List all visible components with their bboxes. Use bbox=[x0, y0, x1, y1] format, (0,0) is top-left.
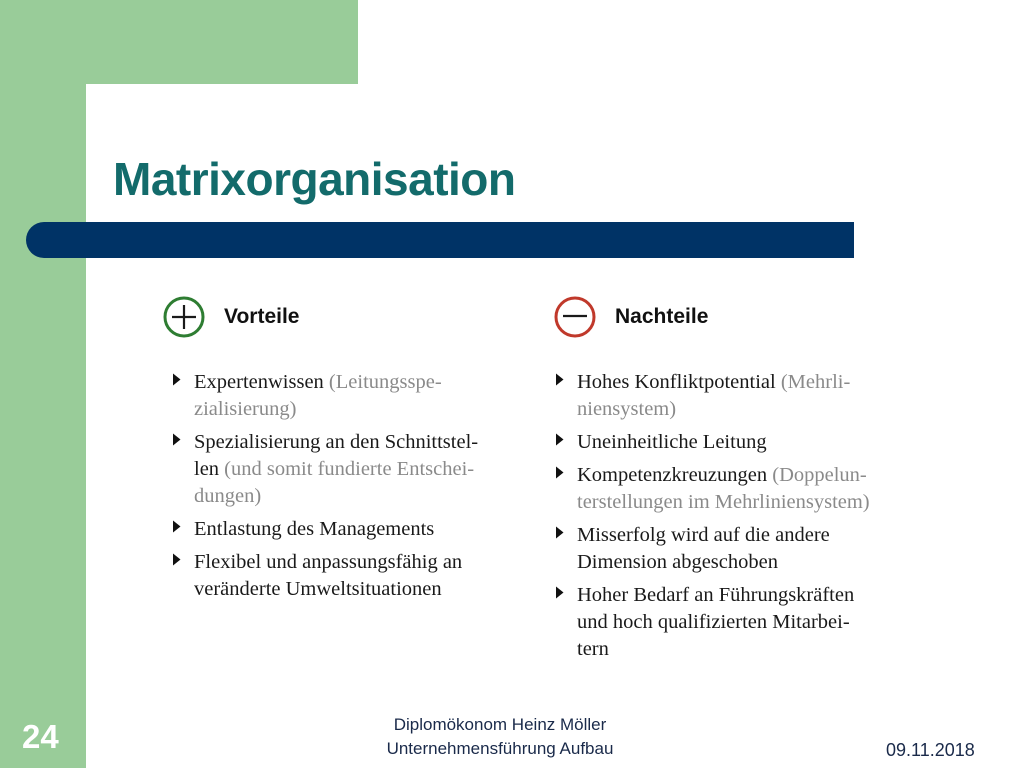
item-main-text: Misserfolg wird auf die andere Dimension abgeschoben bbox=[577, 524, 830, 573]
disadvantages-list bbox=[555, 369, 935, 669]
list-item-text bbox=[577, 429, 767, 456]
disadvantages-heading: Nachteile bbox=[615, 305, 709, 328]
triangle-bullet-icon bbox=[172, 429, 194, 510]
list-item bbox=[555, 582, 935, 663]
triangle-bullet-icon bbox=[555, 582, 577, 663]
list-item bbox=[555, 522, 935, 576]
list-item bbox=[172, 549, 542, 603]
item-main-text: Hoher Bedarf an Führungskräften und hoch qualifizierten Mitarbei- tern bbox=[577, 584, 855, 660]
triangle-bullet-icon bbox=[555, 522, 577, 576]
triangle-bullet-icon bbox=[555, 429, 577, 456]
list-item-text bbox=[577, 462, 870, 516]
item-main-text: Uneinheitliche Leitung bbox=[577, 431, 767, 453]
item-note-text: (Mehrli- niensystem) bbox=[577, 371, 851, 420]
plus-circle-icon bbox=[162, 295, 206, 339]
list-item bbox=[172, 516, 542, 543]
footer-author bbox=[340, 713, 660, 761]
triangle-bullet-icon bbox=[555, 462, 577, 516]
advantages-list bbox=[172, 369, 542, 609]
item-main-text: Kompetenzkreuzungen bbox=[577, 464, 768, 486]
triangle-bullet-icon bbox=[172, 549, 194, 603]
list-item-text bbox=[194, 369, 442, 423]
list-item-text bbox=[194, 549, 462, 603]
list-item-text bbox=[577, 582, 854, 663]
advantages-heading: Vorteile bbox=[224, 305, 300, 328]
page-number: 24 bbox=[22, 718, 59, 755]
triangle-bullet-icon bbox=[172, 369, 194, 423]
slide-title: Matrixorganisation bbox=[113, 153, 516, 205]
top-green-band bbox=[0, 0, 358, 84]
disadvantages-header bbox=[553, 295, 708, 339]
list-item bbox=[555, 429, 935, 456]
item-main-text: Spezialisierung an den Schnittstel- len bbox=[194, 431, 479, 480]
item-note-text: (und somit fundierte Entschei- dungen) bbox=[194, 458, 475, 507]
sidebar-green-band bbox=[0, 0, 86, 768]
list-item bbox=[555, 369, 935, 423]
list-item-text bbox=[577, 369, 850, 423]
item-main-text: Flexibel und anpassungsfähig an veränderte Umweltsituationen bbox=[194, 551, 463, 600]
footer-course-title: Unternehmensführung Aufbau bbox=[386, 739, 614, 758]
list-item bbox=[172, 369, 542, 423]
list-item-text bbox=[194, 516, 434, 543]
title-underline-bar bbox=[26, 222, 854, 258]
triangle-bullet-icon bbox=[555, 369, 577, 423]
item-main-text: Expertenwissen bbox=[194, 371, 324, 393]
item-note-text: (Doppelun- terstellungen im Mehrliniensystem) bbox=[577, 464, 870, 513]
advantages-header bbox=[162, 295, 299, 339]
list-item-text bbox=[194, 429, 478, 510]
slide-date: 09.11.2018 bbox=[886, 740, 975, 760]
minus-circle-icon bbox=[553, 295, 597, 339]
triangle-bullet-icon bbox=[172, 516, 194, 543]
list-item bbox=[172, 429, 542, 510]
item-note-text: (Leitungsspe- zialisierung) bbox=[194, 371, 442, 420]
list-item-text bbox=[577, 522, 830, 576]
item-main-text: Hohes Konfliktpotential bbox=[577, 371, 776, 393]
item-main-text: Entlastung des Managements bbox=[194, 518, 435, 540]
footer-author-name: Diplomökonom Heinz Möller bbox=[393, 715, 607, 734]
list-item bbox=[555, 462, 935, 516]
